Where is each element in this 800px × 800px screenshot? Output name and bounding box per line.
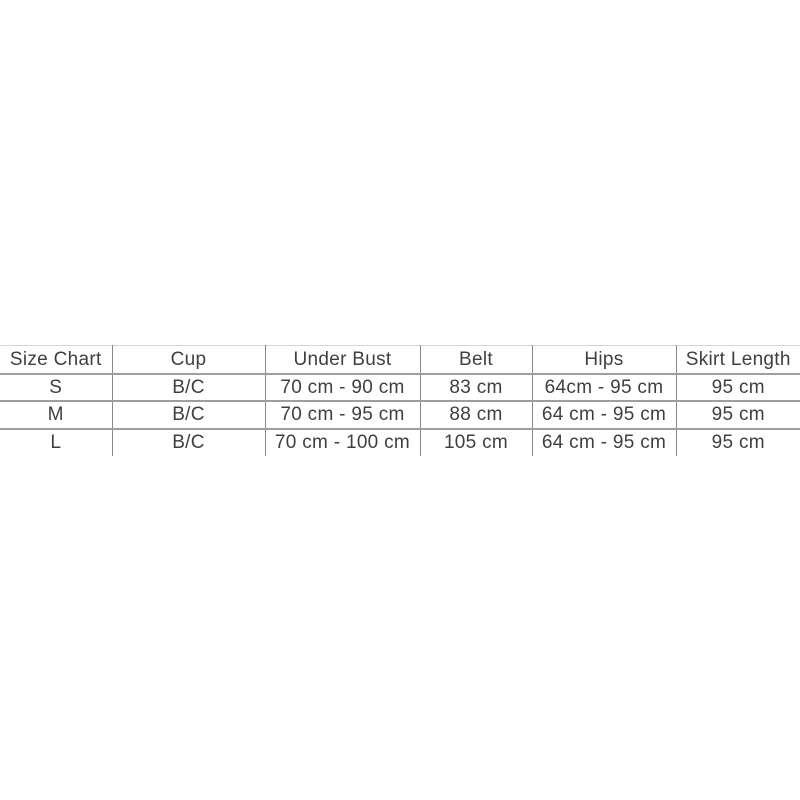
cell-cup: B/C: [112, 429, 265, 456]
cell-hips: 64cm - 95 cm: [532, 374, 676, 401]
header-skirt-length: Skirt Length: [676, 346, 800, 375]
header-under-bust: Under Bust: [265, 346, 420, 375]
cell-under-bust: 70 cm - 100 cm: [265, 429, 420, 456]
table-row-m: [0, 401, 800, 429]
header-size-chart: Size Chart: [0, 346, 112, 375]
cell-hips: 64 cm - 95 cm: [532, 429, 676, 456]
size-chart-table: [0, 345, 800, 456]
cell-belt: 105 cm: [420, 429, 532, 456]
header-row: [0, 346, 800, 375]
header-belt: Belt: [420, 346, 532, 375]
cell-size: L: [0, 429, 112, 456]
cell-hips: 64 cm - 95 cm: [532, 401, 676, 429]
table-row-s: [0, 374, 800, 401]
cell-cup: B/C: [112, 401, 265, 429]
cell-under-bust: 70 cm - 90 cm: [265, 374, 420, 401]
cell-size: S: [0, 374, 112, 401]
header-hips: Hips: [532, 346, 676, 375]
cell-skirt-length: 95 cm: [676, 401, 800, 429]
cell-under-bust: 70 cm - 95 cm: [265, 401, 420, 429]
table-row-l: [0, 429, 800, 456]
cell-size: M: [0, 401, 112, 429]
cell-belt: 83 cm: [420, 374, 532, 401]
cell-skirt-length: 95 cm: [676, 374, 800, 401]
cell-cup: B/C: [112, 374, 265, 401]
cell-belt: 88 cm: [420, 401, 532, 429]
header-cup: Cup: [112, 346, 265, 375]
cell-skirt-length: 95 cm: [676, 429, 800, 456]
